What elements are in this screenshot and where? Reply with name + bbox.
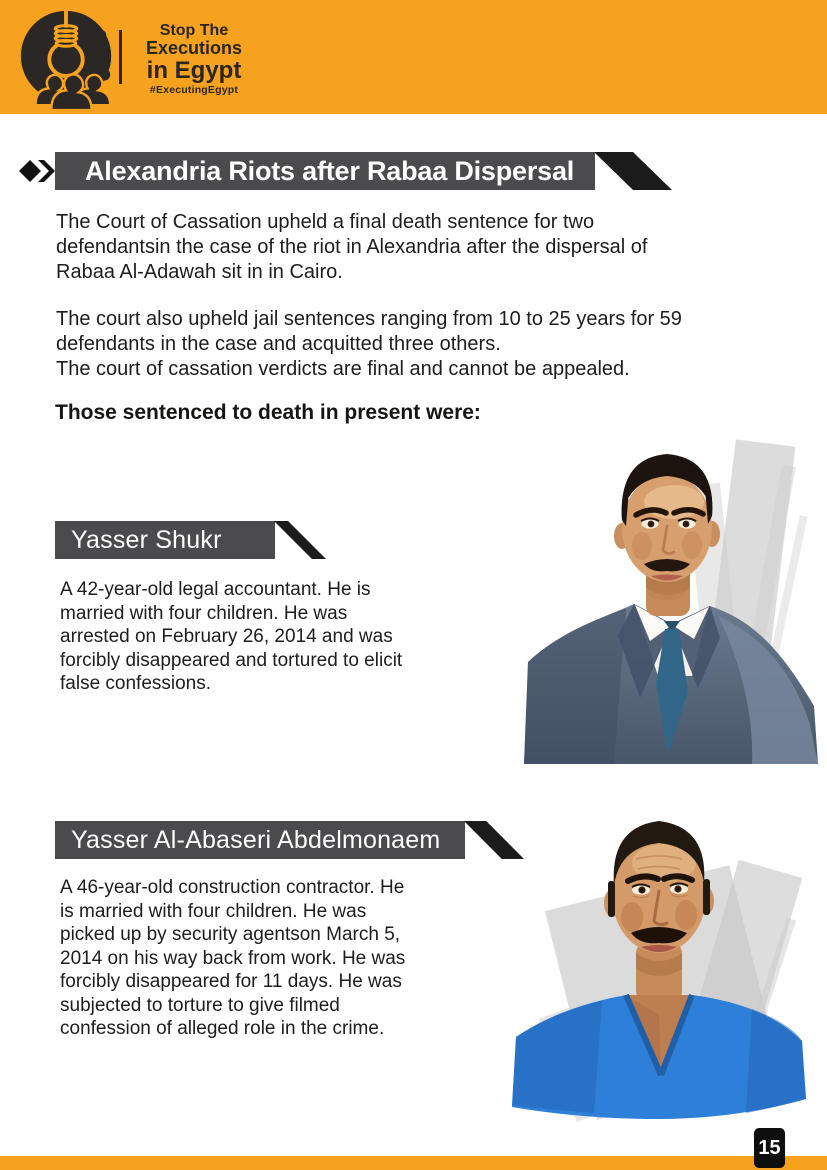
description-line: forcibly disappeared for 11 days. He was xyxy=(60,971,402,992)
paragraph-line: defendantsin the case of the riot in Alexandria after the dispersal of xyxy=(56,236,648,258)
brand-line: Stop The xyxy=(159,22,229,39)
paragraph-line: The court of cassation verdicts are final and cannot be appealed. xyxy=(56,358,630,380)
logo-divider xyxy=(119,30,122,84)
man-in-suit-illustration xyxy=(522,424,822,764)
paragraph-line: The Court of Cassation upheld a final death sentence for two xyxy=(56,211,595,233)
diamond-chevron-icon xyxy=(18,156,56,186)
section-title: Alexandria Riots after Rabaa Dispersal xyxy=(55,152,595,190)
campaign-hashtag: #ExecutingEgypt xyxy=(149,84,239,96)
ribbon-tail xyxy=(594,152,672,190)
description-line: subjected to torture to give filmed xyxy=(60,994,340,1016)
description-line: A 42-year-old legal accountant. He is xyxy=(60,579,371,600)
paragraph-line: The court also upheld jail sentences ranging from 10 to 25 years for 59 xyxy=(56,308,682,330)
description-line: arrested on February 26, 2014 and was xyxy=(60,626,393,647)
section-title-ribbon xyxy=(55,152,672,190)
description-line: A 46-year-old construction contractor. He xyxy=(60,877,405,898)
ribbon-tail xyxy=(274,521,326,559)
profile-name: Yasser Shukr xyxy=(55,521,275,559)
man-in-blue-shirt-illustration xyxy=(498,775,820,1130)
ribbon-tail xyxy=(464,821,524,859)
profile-name-ribbon xyxy=(55,521,326,559)
noose-and-people-logo-icon xyxy=(12,4,120,112)
profile-name: Yasser Al-Abaseri Abdelmonaem xyxy=(55,821,465,859)
sentenced-intro-heading: Those sentenced to death in present were: xyxy=(55,401,481,424)
paragraph-line: Rabaa Al-Adawah sit in in Cairo. xyxy=(56,261,343,283)
paragraph-1 xyxy=(56,210,647,285)
description-line: married with four children. He was xyxy=(60,602,348,624)
description-line: picked up by security agentson March 5, xyxy=(60,924,401,945)
footer-bar xyxy=(0,1156,827,1170)
page-number-badge: 15 xyxy=(754,1128,785,1168)
description-line: confession of alleged role in the crime. xyxy=(60,1018,385,1039)
header-bar xyxy=(0,0,827,114)
profile-description xyxy=(60,578,402,696)
description-line: forcibly disappeared and tortured to elicit xyxy=(60,649,403,671)
paragraph-line: defendants in the case and acquitted three others. xyxy=(56,333,501,355)
brand-line: Executions xyxy=(145,38,243,58)
profile-name-ribbon xyxy=(55,821,524,859)
brand-line: in Egypt xyxy=(146,57,242,84)
description-line: false confessions. xyxy=(60,673,212,694)
brand-wordmark xyxy=(134,22,254,98)
description-line: 2014 on his way back from work. He was xyxy=(60,947,406,969)
paragraph-2 xyxy=(56,307,682,382)
profile-description xyxy=(60,876,405,1041)
description-line: is married with four children. He was xyxy=(60,900,367,922)
